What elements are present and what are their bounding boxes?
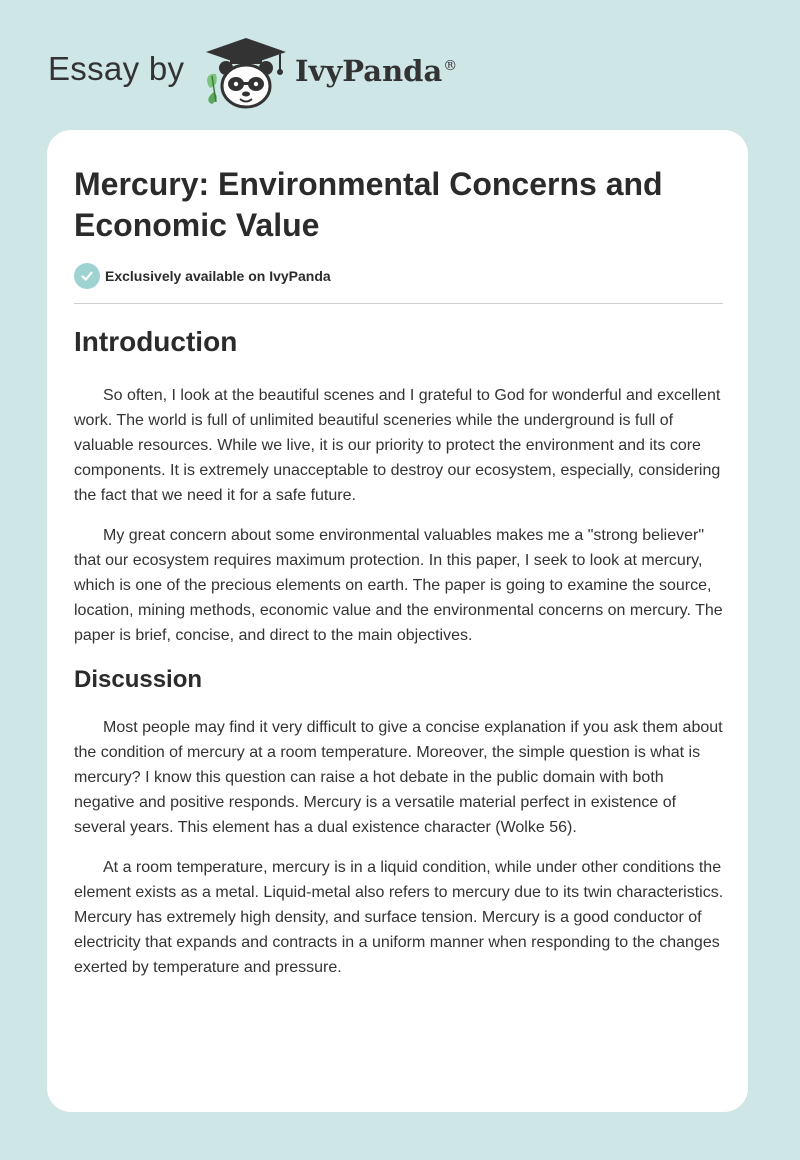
divider bbox=[74, 303, 723, 304]
essay-card bbox=[47, 130, 748, 1112]
exclusive-label: Exclusively available on IvyPanda bbox=[105, 268, 331, 284]
section-heading-introduction: Introduction bbox=[74, 326, 238, 357]
paragraph: So often, I look at the beautiful scenes and I grateful to God for wonderful and excellent work. The world is full of unlimited beautiful sceneries while the underground is full of valuable resources. While we live, it is our priority to protect the environment and its core components. It is extremely unacceptable to destroy our ecosystem, especially, considering the fact that we need it for a safe future. bbox=[74, 387, 721, 504]
exclusive-badge bbox=[74, 263, 331, 289]
section-heading-discussion: Discussion bbox=[74, 666, 203, 693]
check-circle-icon bbox=[74, 263, 100, 289]
ivypanda-brand[interactable] bbox=[295, 54, 457, 88]
brand-name-text: IvyPanda bbox=[295, 54, 443, 88]
paragraph: My great concern about some environmental valuables makes me a "strong believer" that our ecosystem requires maximum protection. In this paper, I seek to look at mercury, which is one of the precious elements on earth. The paper is going to examine the source, location, mining methods, economic value and the environmental concerns on mercury. The paper is brief, concise, and direct to the main objectives. bbox=[74, 527, 723, 644]
essay-body bbox=[74, 322, 724, 995]
panda-logo-icon[interactable] bbox=[200, 36, 292, 110]
paragraph: At a room temperature, mercury is in a liquid condition, while under other conditions the element exists as a metal. Liquid-metal also refers to mercury due to its twin characteristics. Mercury has extremely high density, and surface tension. Mercury is a good conductor of electricity that expands and contracts in a uniform manner when responding to the changes exerted by temperature and pressure. bbox=[74, 859, 724, 976]
paragraph: Most people may find it very difficult to give a concise explanation if you ask them about the condition of mercury at a room temperature. Moreover, the simple question is what is mercury? I know this question can raise a hot debate in the public domain with both negative and positive responds. Mercury is a versatile material perfect in existence of several years. This element has a dual existence character (Wolke 56). bbox=[74, 719, 723, 836]
registered-mark: ® bbox=[443, 58, 458, 75]
essay-by-label: Essay by bbox=[48, 50, 185, 87]
site-header bbox=[0, 0, 800, 130]
essay-title: Mercury: Environmental Concerns and Economic Value bbox=[74, 166, 663, 243]
